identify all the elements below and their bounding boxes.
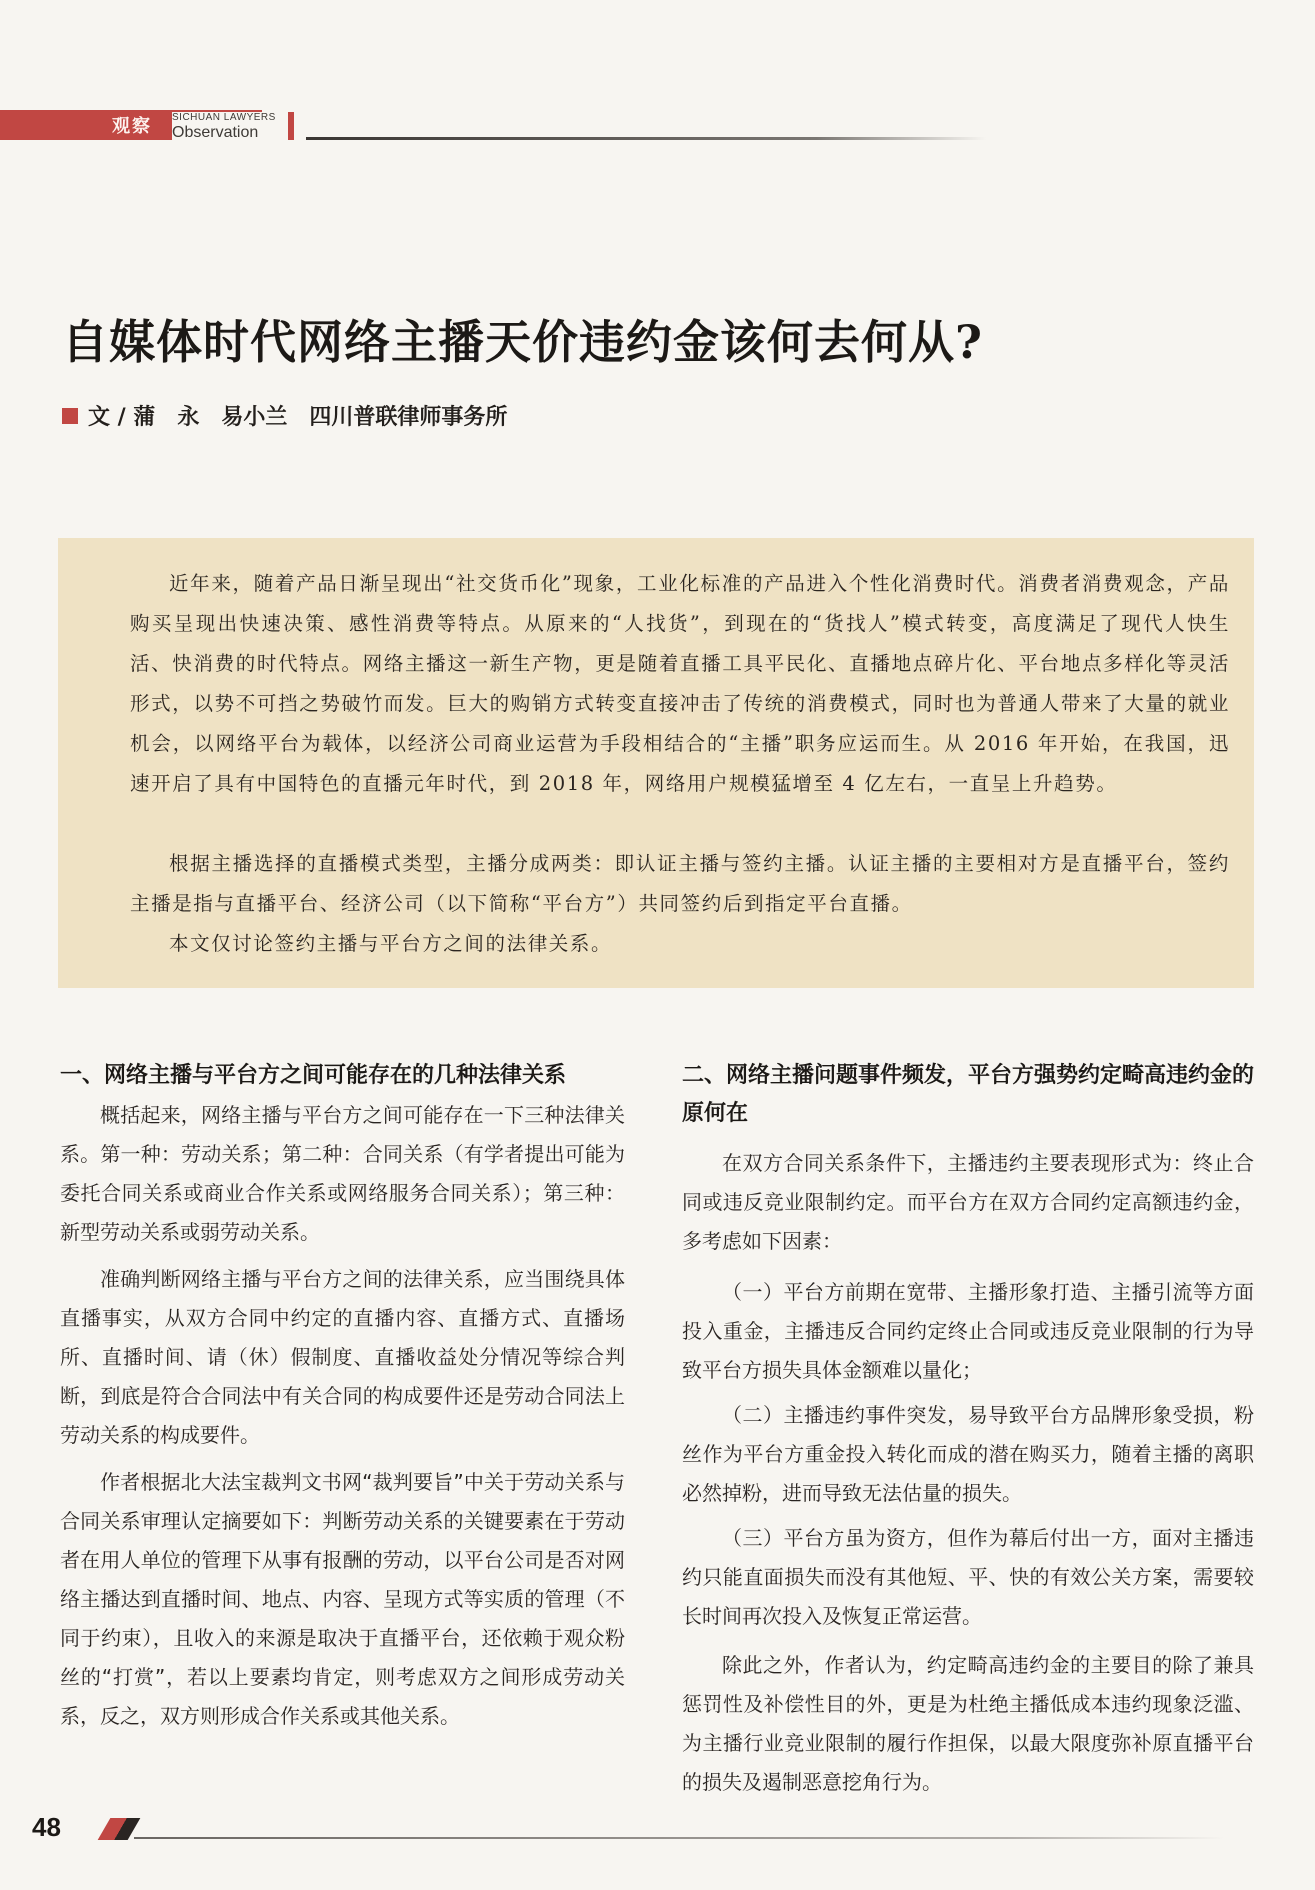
abstract-paragraph: 本文仅讨论签约主播与平台方之间的法律关系。 <box>169 932 613 955</box>
body-paragraph: 在双方合同关系条件下，主播违约主要表现形式为：终止合同或违反竞业限制约定。而平台方在双方合同约定高额违约金，多考虑如下因素： <box>682 1151 1254 1253</box>
page-number: 48 <box>32 1812 61 1842</box>
section-heading-2: 二、网络主播问题事件频发，平台方强势约定畸高违约金的原何在 <box>682 1063 1255 1126</box>
body-paragraph: 准确判断网络主播与平台方之间的法律关系，应当围绕具体直播事实，从双方合同中约定的直播内容、直播方式、直播场所、直播时间、请（休）假制度、直播收益处分情况等综合判断，到底是符合合同法中有关合同的构成要件还是劳动合同法上劳动关系的构成要件。 <box>60 1267 625 1447</box>
body-paragraph: 除此之外，作者认为，约定畸高违约金的主要目的除了兼具惩罚性及补偿性目的外，更是为杜绝主播低成本违约现象泛滥、为主播行业竞业限制的履行作担保，以最大限度弥补原直播平台的损失及遏制恶意挖角行为。 <box>682 1653 1254 1794</box>
publication-name: SICHUAN LAWYERS <box>172 112 276 123</box>
byline-marker <box>62 408 78 424</box>
byline <box>62 400 507 431</box>
footer-rule <box>134 1837 1224 1839</box>
body-paragraph: （一）平台方前期在宽带、主播形象打造、主播引流等方面投入重金，主播违反合同约定终止合同或违反竞业限制的行为导致平台方损失具体金额难以量化； <box>682 1280 1254 1382</box>
body-paragraph: 概括起来，网络主播与平台方之间可能存在一下三种法律关系。第一种：劳动关系；第二种：合同关系（有学者提出可能为委托合同关系或商业合作关系或网络服务合同关系）；第三种：新型劳动关系或弱劳动关系。 <box>60 1103 625 1244</box>
body-paragraph: （三）平台方虽为资方，但作为幕后付出一方，面对主播违约只能直面损失而没有其他短、平、快的有效公关方案，需要较长时间再次投入及恢复正常运营。 <box>682 1526 1254 1628</box>
article-title: 自媒体时代网络主播天价违约金该何去何从? <box>62 315 983 369</box>
section-heading-1: 一、网络主播与平台方之间可能存在的几种法律关系 <box>60 1063 567 1088</box>
body-column-left <box>60 1096 625 1736</box>
header-accent-mark <box>288 112 294 140</box>
body-column-right <box>682 1144 1254 1802</box>
body-paragraph: 作者根据北大法宝裁判文书网“裁判要旨”中关于劳动关系与合同关系审理认定摘要如下：判断劳动关系的关键要素在于劳动者在用人单位的管理下从事有报酬的劳动，以平台公司是否对网络主播达到直播时间、地点、内容、呈现方式等实质的管理（不同于约束），且收入的来源是取决于直播平台，还依赖于观众粉丝的“打赏”，若以上要素均肯定，则考虑双方之间形成劳动关系，反之，双方则形成合作关系或其他关系。 <box>60 1470 625 1728</box>
byline-text: 文 / 蒲 永 易小兰 四川普联律师事务所 <box>88 405 508 430</box>
abstract-box <box>58 538 1254 988</box>
abstract-paragraph: 近年来，随着产品日渐呈现出“社交货币化”现象，工业化标准的产品进入个性化消费时代。消费者消费观念，产品购买呈现出快速决策、感性消费等特点。从原来的“人找货”，到现在的“货找人”模式转变，高度满足了现代人快生活、快消费的时代特点。网络主播这一新生产物，更是随着直播工具平民化、直播地点碎片化、平台地点多样化等灵活形式，以势不可挡之势破竹而发。巨大的购销方式转变直接冲击了传统的消费模式，同时也为普通人带来了大量的就业机会，以网络平台为载体，以经济公司商业运营为手段相结合的“主播”职务应运而生。从 2016 年开始，在我国，迅速开启了具有中国特色的直播元年时代，到 2018 年，网络用户规模猛增至 4 亿左右，一直呈上升趋势。 <box>130 572 1230 795</box>
header-rule <box>306 137 986 140</box>
section-label: 观察 <box>112 116 152 137</box>
section-label-en: Observation <box>172 124 259 141</box>
abstract-paragraph: 根据主播选择的直播模式类型，主播分成两类：即认证主播与签约主播。认证主播的主要相对方是直播平台，签约主播是指与直播平台、经济公司（以下简称“平台方”）共同签约后到指定平台直播。 <box>130 852 1230 915</box>
body-paragraph: （二）主播违约事件突发，易导致平台方品牌形象受损，粉丝作为平台方重金投入转化而成的潜在购买力，随着主播的离职必然掉粉，进而导致无法估量的损失。 <box>682 1403 1254 1505</box>
